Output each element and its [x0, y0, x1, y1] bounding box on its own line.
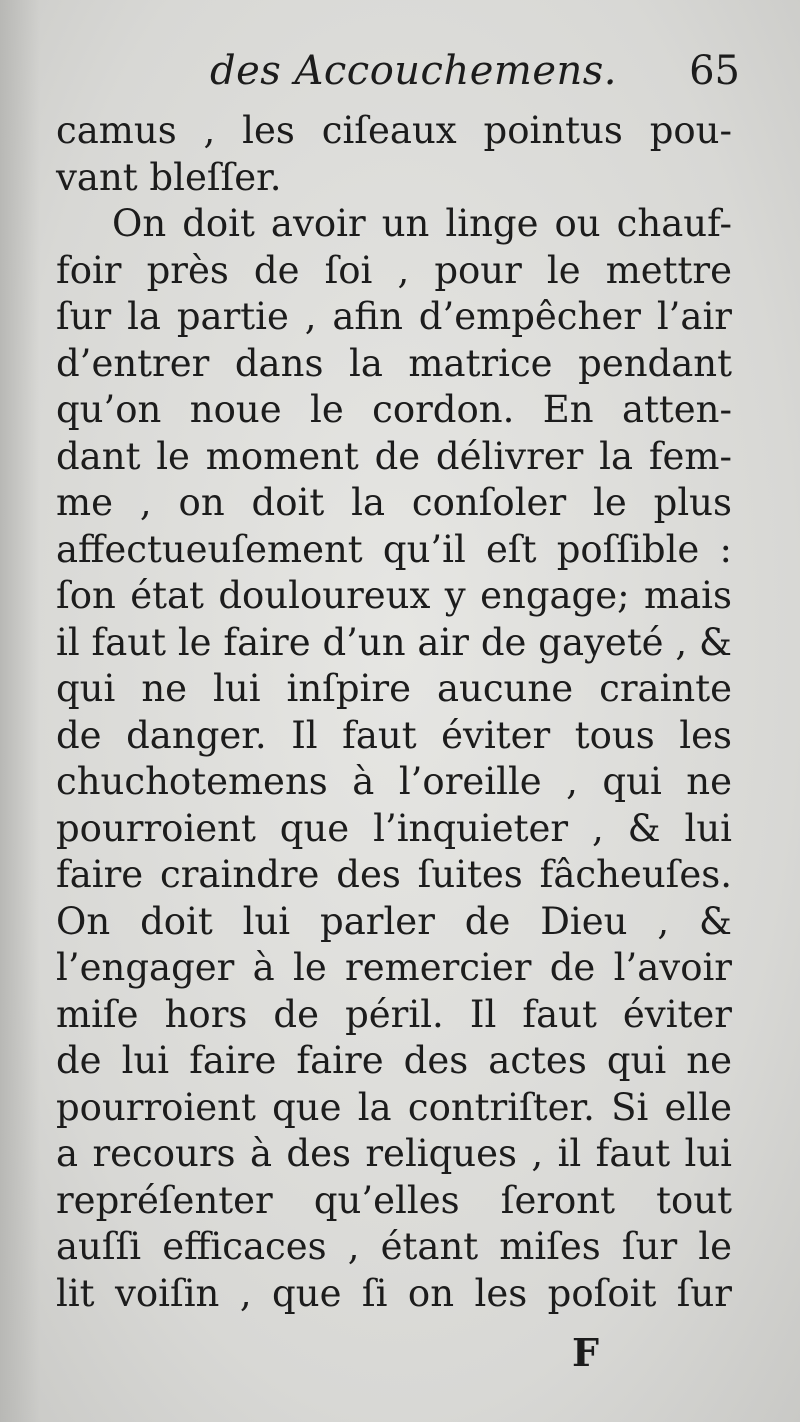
text-line: de danger. Il faut éviter tous les	[56, 713, 732, 757]
text-line: qui ne lui inſpire aucune crainte	[56, 667, 732, 710]
text-line: dant le moment de délivrer la fem-	[56, 434, 732, 478]
signature-mark: F	[572, 1330, 599, 1375]
text-line: foir près de ſoi , pour le mettre	[56, 248, 732, 292]
running-title: des Accouchemens.	[210, 48, 617, 94]
text-line: camus , les ciſeaux pointus pou-	[56, 109, 732, 152]
text-line: d’entrer dans la matrice pendant	[56, 341, 732, 385]
text-line: il faut le faire d’un air de gayeté , &	[56, 620, 732, 664]
text-line: de lui faire faire des actes qui ne	[56, 1039, 732, 1082]
text-line: ſur la partie , afin d’empêcher l’air	[56, 295, 732, 338]
page-header	[210, 48, 740, 104]
text-line: l’engager à le remercier de l’avoir	[56, 946, 732, 989]
text-line: On doit avoir un linge ou chauf-	[112, 202, 732, 245]
text-line: ſon état douloureux y engage; mais	[56, 574, 732, 617]
text-line: pourroient que l’inquieter , & lui	[56, 806, 732, 850]
text-line: lit voiſin , que ſi on les poſoit ſur	[56, 1271, 732, 1315]
text-line: miſe hors de péril. Il faut éviter	[56, 992, 732, 1036]
text-line: qu’on noue le cordon. En atten-	[56, 388, 732, 431]
text-line: chuchotemens à l’oreille , qui ne	[56, 760, 732, 803]
text-line: a recours à des reliques , il faut lui	[56, 1132, 732, 1175]
text-line: pourroient que la contriſter. Si elle	[56, 1085, 732, 1129]
text-line: me , on doit la conſoler le plus	[56, 481, 732, 524]
text-line: repréſenter qu’elles ſeront tout	[56, 1178, 732, 1222]
text-line: On doit lui parler de Dieu , &	[56, 899, 732, 943]
body-text	[56, 108, 732, 1317]
text-line: auſſi efficaces , étant miſes ſur le	[56, 1225, 732, 1268]
text-line: faire craindre des ſuites fâcheuſes.	[56, 853, 732, 896]
page-number: 65	[689, 48, 740, 94]
text-line: vant bleſſer.	[56, 155, 282, 199]
text-line: affectueuſement qu’il eſt poſſible :	[56, 527, 732, 571]
